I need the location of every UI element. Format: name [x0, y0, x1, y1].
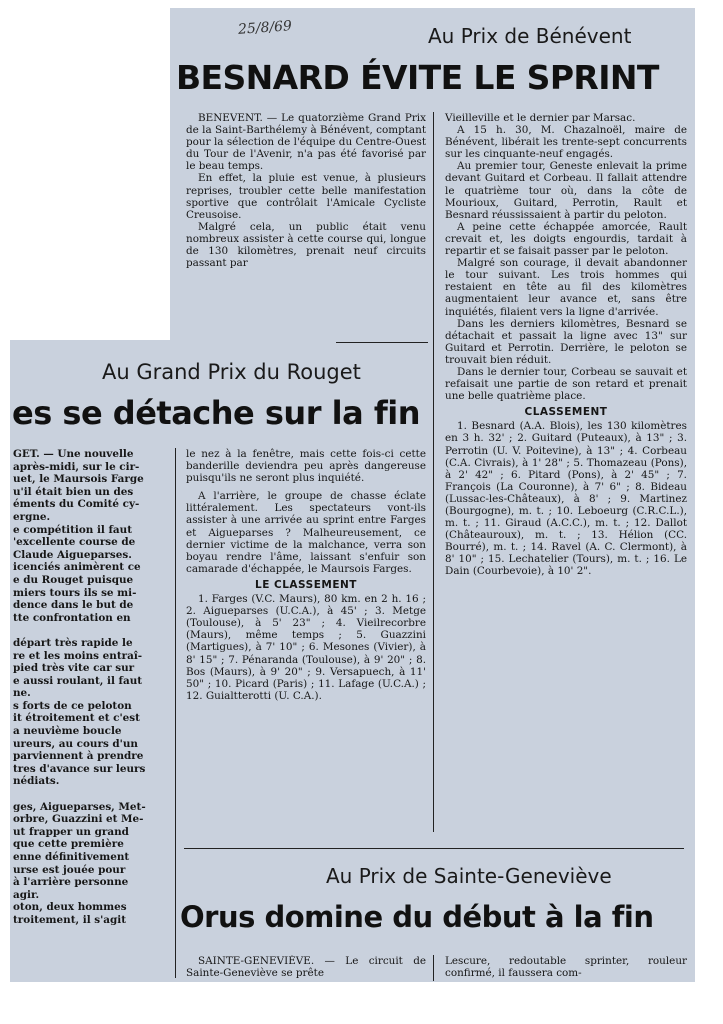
text-line: uet, le Maursois Farge	[13, 473, 144, 486]
classement-title: CLASSEMENT	[524, 406, 608, 419]
text-line: a neuvième boucle	[13, 725, 122, 738]
text-line: dence dans le but de	[13, 599, 134, 612]
article3-kicker: Au Prix de Sainte-Geneviève	[326, 864, 612, 888]
text-line: ut frapper un grand	[13, 825, 129, 838]
article2-left-column	[13, 448, 173, 978]
text-line: urse est jouée pour	[13, 863, 126, 876]
paragraph: BENEVENT. — Le quatorzième Grand Prix de la Saint-Barthélemy à Bénévent, comptant pour la sélection de l'équipe du Centre-Ouest du Tour de l'Avenir, n'a pas été favorisé par le beau temps.	[186, 112, 426, 173]
paragraph: le nez à la fenêtre, mais cette fois-ci cette banderille deviendra peu après dangereuse puisqu'ils ne seront plus inquiété.	[186, 448, 426, 485]
text-line: ne.	[13, 687, 31, 700]
handwritten-date: 25/8/69	[237, 18, 293, 38]
classement-title: LE CLASSEMENT	[255, 578, 357, 591]
text-line: it étroitement et c'est	[13, 712, 140, 725]
text-line: orbre, Guazzini et Me-	[13, 813, 144, 826]
text-line: tres d'avance sur leurs	[13, 762, 146, 775]
article2-kicker: Au Grand Prix du Rouget	[102, 360, 361, 384]
text-line: éments du Comité cy-	[13, 498, 140, 511]
article1-col2	[445, 112, 687, 578]
separator-rule	[336, 342, 428, 343]
text-line: agir.	[13, 888, 40, 901]
text-line: nédiats.	[13, 775, 60, 788]
paragraph: Malgré son courage, il devait abandonner le tour suivant. Les trois hommes qui restaient en tête au fil des kilomètres augmentaient leur avance et, sans être inquiétés, filaient vers la ligne d'arrivée.	[445, 257, 687, 318]
article1-kicker: Au Prix de Bénévent	[428, 24, 632, 48]
text-line: icenciés animèrent ce	[13, 561, 141, 574]
text-line: tte confrontation en	[13, 611, 131, 624]
paragraph: Dans les derniers kilomètres, Besnard se détachait et passait la ligne avec 13" sur Guitard et Perrotin. Derrière, le peloton se trouvait bien réduit.	[445, 317, 687, 366]
classement-text: 1. Besnard (A.A. Blois), les 130 kilomètres en 3 h. 32' ; 2. Guitard (Puteaux), à 13" ; 3. Perrotin (U. V. Poitevine), à 13" ; 4. Corbeau (C.A. Civrais), à 1' 28" ; 5. Thomazeau (Pons), à 2' 42" ; 6. Pitard (Pons), à 2' 45" ; 7. François (La Couronne), à 7' 6" ; 8. Bideau (Lussac-les-Châteaux), à 8' ; 9. Martinez (Bourgogne), m. t. ; 10. Leboeurg (C.R.C.L.), m. t. ; 11. Giraud (A.C.C.), m. t. ; 12. Dallot (Châteauroux), m. t. ; 13. Hélion (CC. Bourré), m. t. ; 14. Ravel (A. C. Clermont), à 8' 10" ; 15. Lechatelier (Tours), m. t. ; 16. Le Dain (Courbevoie), à 10' 2".	[445, 420, 687, 578]
text-line: 'excellente course de	[13, 536, 136, 549]
text-line: e aussi roulant, il faut	[13, 674, 143, 687]
paragraph: Lescure, redoutable sprinter, rouleur confirmé, il faussera com-	[445, 955, 687, 980]
column-divider	[175, 448, 176, 978]
text-line: départ très rapide le	[13, 636, 133, 649]
article2-right-column	[186, 448, 426, 702]
text-line: après-midi, sur le cir-	[13, 460, 140, 473]
text-line: ureurs, au cours d'un	[13, 737, 138, 750]
text-line: s forts de ce peloton	[13, 699, 132, 712]
text-line	[13, 788, 173, 801]
article3-headline: Orus domine du début à la fin	[180, 900, 654, 934]
paragraph: A 15 h. 30, M. Chazalnoël, maire de Bénévent, libérait les trente-sept concurrents sur les cinquante-neuf engagés.	[445, 124, 687, 161]
text-line: enne définitivement	[13, 851, 130, 863]
text-line: que cette première	[13, 838, 124, 851]
text-line: miers tours ils se mi-	[13, 586, 137, 599]
paragraph: Dans le dernier tour, Corbeau se sauvait et refaisait une partie de son retard et prenait une belle quatrième place.	[445, 365, 687, 403]
column-divider	[433, 955, 434, 981]
text-line: pied très vite car sur	[13, 662, 135, 675]
text-line	[13, 624, 173, 637]
paragraph: En effet, la pluie est venue, à plusieurs reprises, troubler cette belle manifestation sportive que contrôlait l'Amicale Cycliste Creusoise.	[186, 172, 426, 221]
text-line: à l'arrière personne	[13, 876, 129, 889]
text-line: u'il était bien un des	[13, 485, 134, 498]
text-line: e du Rouget puisque	[13, 573, 134, 586]
text-line: ergne.	[13, 510, 51, 523]
article3-col1	[186, 955, 426, 981]
text-line: parviennent à prendre	[13, 750, 144, 763]
text-line: e compétition il faut	[13, 523, 133, 536]
text-line: troitement, il s'agit	[13, 913, 127, 926]
paragraph: Vieilleville et le dernier par Marsac.	[445, 112, 636, 124]
article1-col1	[186, 112, 426, 269]
classement-text: 1. Farges (V.C. Maurs), 80 km. en 2 h. 16 ; 2. Aigueparses (U.C.A.), à 45' ; 3. Metge (Toulouse), à 5' 23" ; 4. Vieilrecorbre (Maurs), même temps ; 5. Guazzini (Martigues), à 7' 10" ; 6. Mesones (Vivier), à 8' 15" ; 7. Pénaranda (Toulouse), à 9' 20" ; 8. Bos (Maurs), à 9' 20" ; 9. Versapuech, à 11' 50" ; 10. Picard (Paris) ; 11. Lafage (U.C.A.) ; 12. Guialtterotti (U. C.A.).	[186, 593, 426, 702]
separator-rule	[184, 848, 684, 849]
article1-headline: BESNARD ÉVITE LE SPRINT	[176, 58, 659, 97]
text-line: ges, Aigueparses, Met-	[13, 800, 146, 813]
text-line: re et les moins entraî-	[13, 649, 143, 662]
text-line: oton, deux hommes	[13, 901, 127, 914]
article3-col2	[445, 955, 687, 981]
paragraph: Au premier tour, Geneste enlevait la prime devant Guitard et Corbeau. Il fallait attendre le quatrième tour où, dans la côte de Mourioux, Guitard, Perrotin, Rault et Besnard réussissaient à partir du peloton.	[445, 160, 687, 221]
paragraph: A peine cette échappée amorcée, Rault crevait et, les doigts engourdis, tardait à repartir et se faisait passer par le peloton.	[445, 220, 687, 258]
paragraph: SAINTE-GENEVIÈVE. — Le circuit de Sainte-Geneviève se prête	[186, 955, 426, 980]
text-line: GET. — Une nouvelle	[13, 448, 134, 460]
text-line: Claude Aigueparses.	[13, 548, 132, 561]
column-divider	[433, 112, 434, 832]
article2-headline: es se détache sur la fin	[12, 394, 420, 432]
paragraph: Malgré cela, un public était venu nombreux assister à cette course qui, longue de 130 kilomètres, prenait neuf circuits passant par	[186, 220, 426, 270]
paragraph: A l'arrière, le groupe de chasse éclate littéralement. Les spectateurs vont-ils assister à une arrivée au sprint entre Farges et Aigueparses ? Malheureusement, ce dernier victime de la malchance, verra son boyau rendre l'âme, laissant s'enfuir son camarade d'échappée, le Maursois Farges.	[186, 490, 426, 575]
